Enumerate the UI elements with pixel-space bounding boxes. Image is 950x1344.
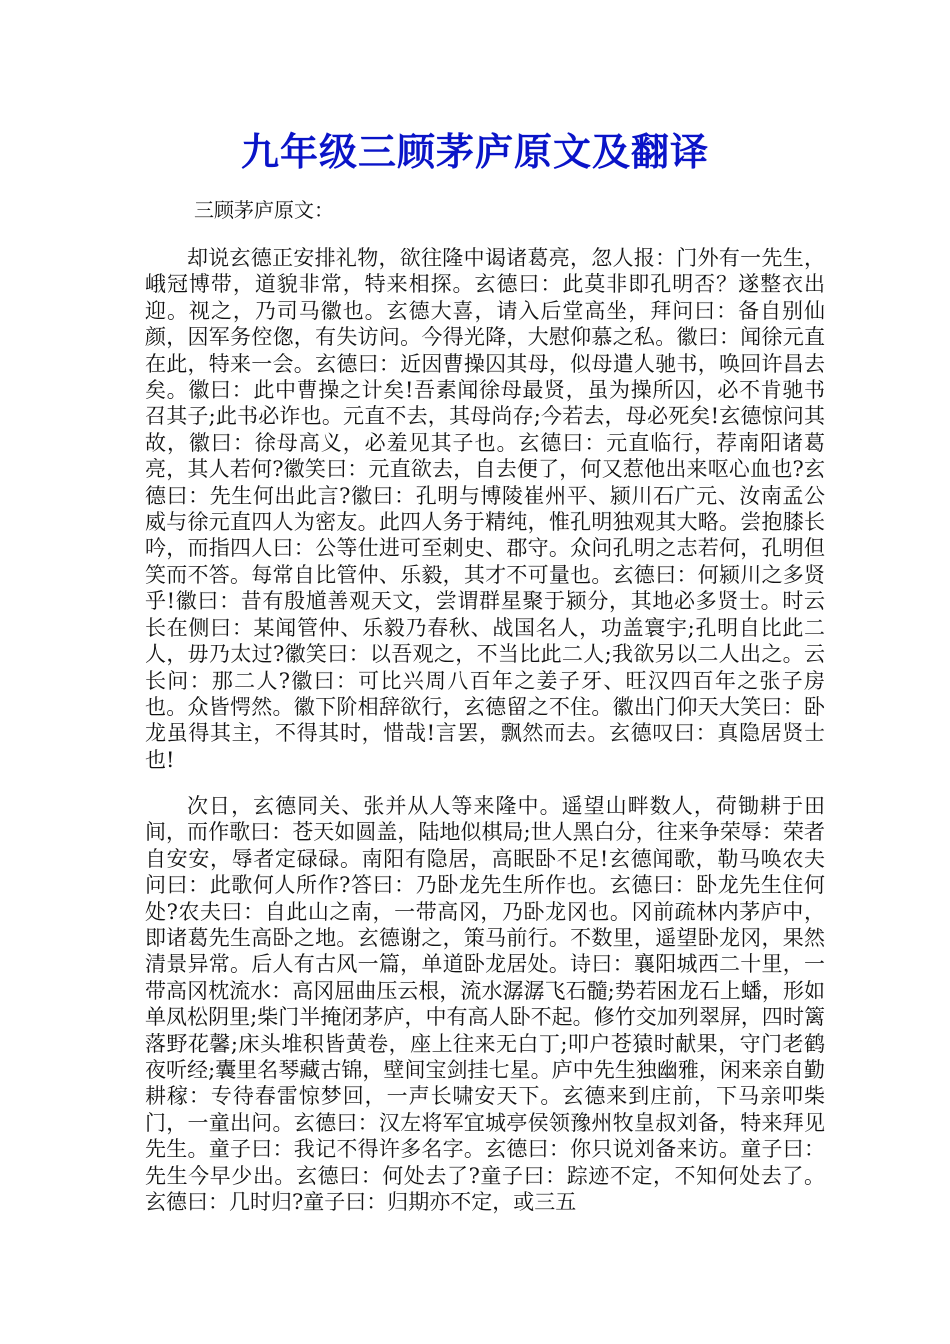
paragraph-1: 却说玄德正安排礼物，欲往隆中谒诸葛亮，忽人报：门外有一先生，峨冠博带，道貌非常，特来相探。玄德曰：此莫非即孔明否？遂整衣出迎。视之，乃司马徽也。玄德大喜，请入后堂高坐，拜问曰：备自别仙颜，因军务倥偬，有失访问。今得光降，大慰仰慕之私。徽曰：闻徐元直在此，特来一会。玄德曰：近因曹操囚其母，似母遣人驰书，唤回许昌去矣。徽曰：此中曹操之计矣!吾素闻徐母最贤，虽为操所囚，必不肯驰书召其子;此书必诈也。元直不去，其母尚存;今若去，母必死矣!玄德惊问其故，徽曰：徐母高义，必羞见其子也。玄德曰：元直临行，荐南阳诸葛亮，其人若何?徽笑曰：元直欲去，自去便了，何又惹他出来呕心血也?玄德曰：先生何出此言?徽曰：孔明与博陵崔州平、颍川石广元、汝南孟公威与徐元直四人为密友。此四人务于精纯，惟孔明独观其大略。尝抱膝长吟，而指四人曰：公等仕进可至刺史、郡守。众问孔明之志若何，孔明但笑而不答。每常自比管仲、乐毅，其才不可量也。玄德曰：何颍川之多贤乎!徽曰：昔有殷馗善观天文，尝谓群星聚于颍分，其地必多贤士。时云长在侧曰：某闻管仲、乐毅乃春秋、战国名人，功盖寰宇;孔明自比此二人，毋乃太过?徽笑曰：以吾观之，不当比此二人;我欲另以二人出之。云长问：那二人?徽曰：可比兴周八百年之姜子牙、旺汉四百年之张子房也。众皆愕然。徽下阶相辞欲行，玄德留之不住。徽出门仰天大笑曰：卧龙虽得其主，不得其时，惜哉!言罢，飘然而去。玄德叹曰：真隐居贤士也! (145, 246, 825, 772)
section-label: 三顾茅庐原文： (194, 198, 334, 222)
document-title: 九年级三顾茅庐原文及翻译 (240, 129, 709, 174)
paragraph-2: 次日，玄德同关、张并从人等来隆中。遥望山畔数人，荷锄耕于田间，而作歌曰：苍天如圆盖，陆地似棋局;世人黑白分，往来争荣辱：荣者自安安，辱者定碌碌。南阳有隐居，高眠卧不足!玄德闻歌，勒马唤农夫问曰：此歌何人所作?答曰：乃卧龙先生所作也。玄德曰：卧龙先生住何处?农夫曰：自此山之南，一带高冈，乃卧龙冈也。冈前疏林内茅庐中，即诸葛先生高卧之地。玄德谢之，策马前行。不数里，遥望卧龙冈，果然清景异常。后人有古风一篇，单道卧龙居处。诗曰：襄阳城西二十里，一带高冈枕流水：高冈屈曲压云根，流水潺潺飞石髓;势若困龙石上蟠，形如单凤松阴里;柴门半掩闭茅庐，中有高人卧不起。修竹交加列翠屏，四时篱落野花馨;床头堆积皆黄卷，座上往来无白丁;叩户苍猿时献果，守门老鹤夜听经;囊里名琴藏古锦，壁间宝剑挂七星。庐中先生独幽雅，闲来亲自勤耕稼：专待春雷惊梦回，一声长啸安天下。玄德来到庄前，下马亲叩柴门，一童出问。玄德曰：汉左将军宜城亭侯领豫州牧皇叔刘备，特来拜见先生。童子曰：我记不得许多名字。玄德曰：你只说刘备来访。童子曰：先生今早少出。玄德曰：何处去了?童子曰：踪迹不定，不知何处去了。玄德曰：几时归?童子曰：归期亦不定，或三五 (145, 794, 825, 1215)
